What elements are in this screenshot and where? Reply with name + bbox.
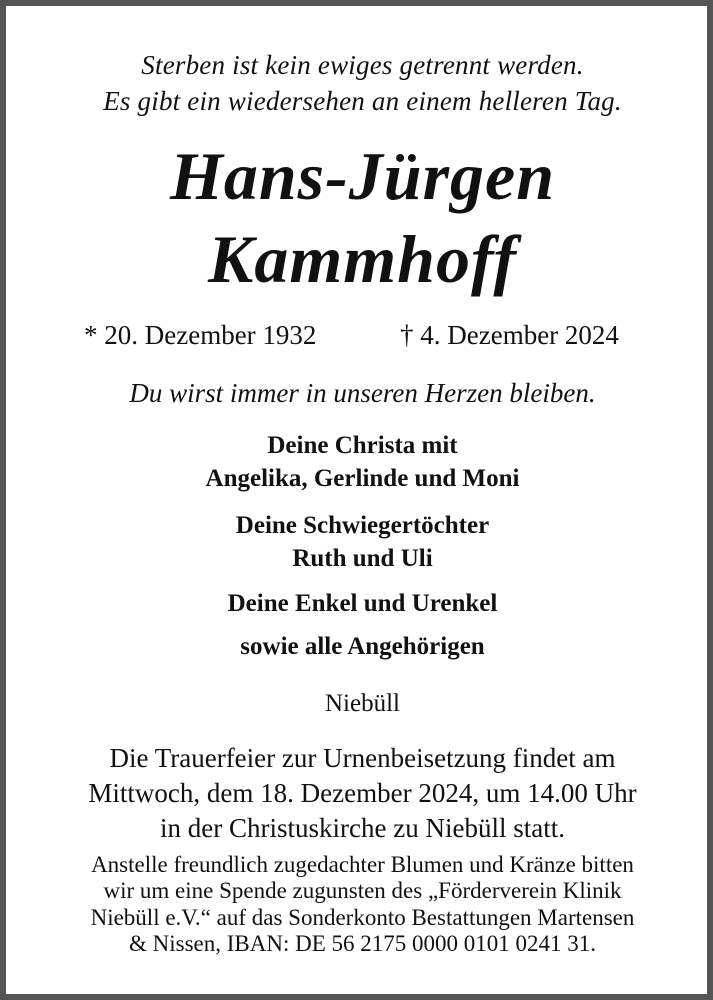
family-group-1-line-2: Angelika, Gerlinde und Moni: [205, 465, 520, 492]
donation-line-2: wir um eine Spende zugunsten des „Förderverein Klinik: [103, 878, 622, 903]
service-line-3: in der Christuskirche zu Niebüll statt.: [160, 813, 565, 843]
motto-line-2: Es gibt ein wiedersehen an einem helleren Tag.: [103, 86, 622, 116]
family-group-2-line-1: Deine Schwiegertöchter: [235, 512, 490, 539]
place-name: Niebüll: [325, 690, 400, 717]
motto-line-1: Sterben ist kein ewiges getrennt werden.: [141, 50, 584, 80]
birth-date: * 20. Dezember 1932: [84, 320, 317, 350]
tribute-line: Du wirst immer in unseren Herzen bleiben.: [129, 378, 596, 408]
service-line-2: Mittwoch, dem 18. Dezember 2024, um 14.00 Uhr: [88, 778, 637, 808]
family-group-1-line-1: Deine Christa mit: [267, 432, 458, 459]
death-date: † 4. Dezember 2024: [400, 320, 619, 350]
donation-line-4: & Nissen, IBAN: DE 56 2175 0000 0101 0241 31.: [128, 931, 597, 956]
family-group-2-line-2: Ruth und Uli: [292, 545, 433, 572]
family-group-4: sowie alle Angehörigen: [240, 633, 485, 660]
deceased-first-name: Hans-Jürgen: [169, 138, 556, 214]
service-line-1: Die Trauerfeier zur Urnenbeisetzung findet am: [109, 743, 616, 773]
donation-line-3: Niebüll e.V.“ auf das Sonderkonto Bestattungen Martensen: [90, 905, 635, 930]
deceased-last-name: Kammhoff: [207, 221, 518, 297]
family-group-3: Deine Enkel und Urenkel: [227, 590, 498, 617]
donation-line-1: Anstelle freundlich zugedachter Blumen und Kränze bitten: [91, 852, 634, 877]
